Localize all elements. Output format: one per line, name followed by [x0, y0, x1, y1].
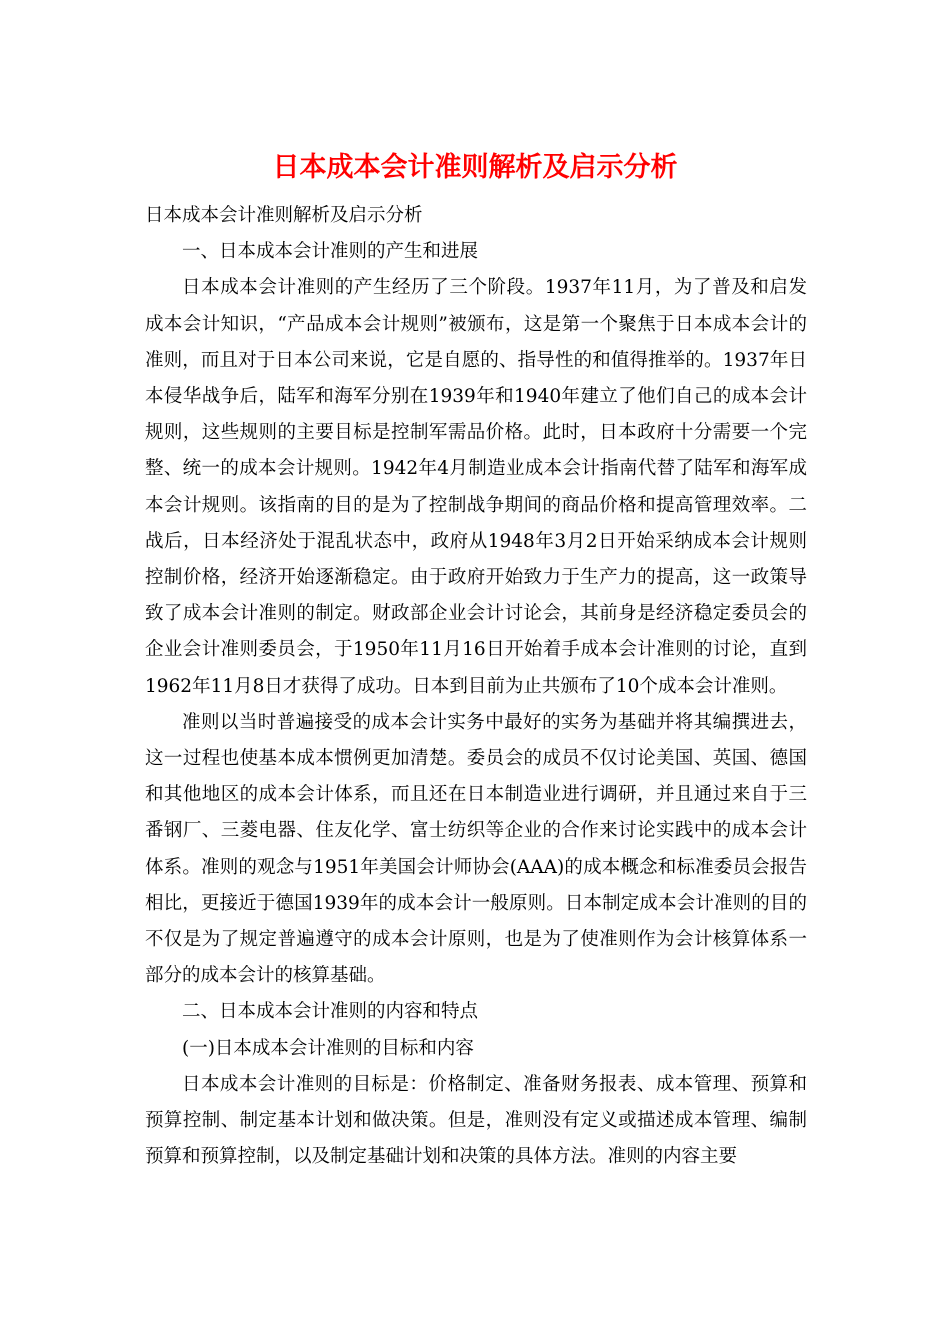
- section-heading-2: 二、日本成本会计准则的内容和特点: [182, 1001, 479, 1023]
- section-heading-1: 一、日本成本会计准则的产生和进展: [182, 241, 479, 263]
- subsection-heading-1: (一)日本成本会计准则的目标和内容: [182, 1037, 474, 1059]
- document-body: [145, 198, 807, 1175]
- paragraph-2: 准则以当时普遍接受的成本会计实务中最好的实务为基础并将其编撰进去，这一过程也使基本成本惯例更加清楚。委员会的成员不仅讨论美国、英国、德国和其他地区的成本会计体系，而且还在日本制造业进行调研，并且通过来自于三番钢厂、三菱电器、住友化学、富士纺织等企业的合作来讨论实践中的成本会计体系。准则的观念与1951年美国会计师协会(AAA)的成本概念和标准委员会报告相比，更接近于德国1939年的成本会计一般原则。日本制定成本会计准则的目的不仅是为了规定普遍遵守的成本会计原则，也是为了使准则作为会计核算体系一部分的成本会计的核算基础。: [145, 711, 807, 987]
- document-subtitle: 日本成本会计准则解析及启示分析: [145, 205, 423, 226]
- document-title: 日本成本会计准则解析及启示分析: [272, 152, 678, 183]
- paragraph-1: 日本成本会计准则的产生经历了三个阶段。1937年11月，为了普及和启发成本会计知识，“产品成本会计规则”被颁布，这是第一个聚焦于日本成本会计的准则，而且对于日本公司来说，它是自愿的、指导性的和值得推举的。1937年日本侵华战争后，陆军和海军分别在1939年和1940年建立了他们自己的成本会计规则，这些规则的主要目标是控制军需品价格。此时，日本政府十分需要一个完整、统一的成本会计规则。1942年4月制造业成本会计指南代替了陆军和海军成本会计规则。该指南的目的是为了控制战争期间的商品价格和提高管理效率。二战后，日本经济处于混乱状态中，政府从1948年3月2日开始采纳成本会计规则控制价格，经济开始逐渐稳定。由于政府开始致力于生产力的提高，这一政策导致了成本会计准则的制定。财政部企业会计讨论会，其前身是经济稳定委员会的企业会计准则委员会，于1950年11月16日开始着手成本会计准则的讨论，直到1962年11月8日才获得了成功。日本到目前为止共颁布了10个成本会计准则。: [145, 277, 807, 697]
- paragraph-3: 日本成本会计准则的目标是：价格制定、准备财务报表、成本管理、预算和预算控制、制定基本计划和做决策。但是，准则没有定义或描述成本管理、编制预算和预算控制，以及制定基础计划和决策的具体方法。准则的内容主要: [145, 1073, 807, 1168]
